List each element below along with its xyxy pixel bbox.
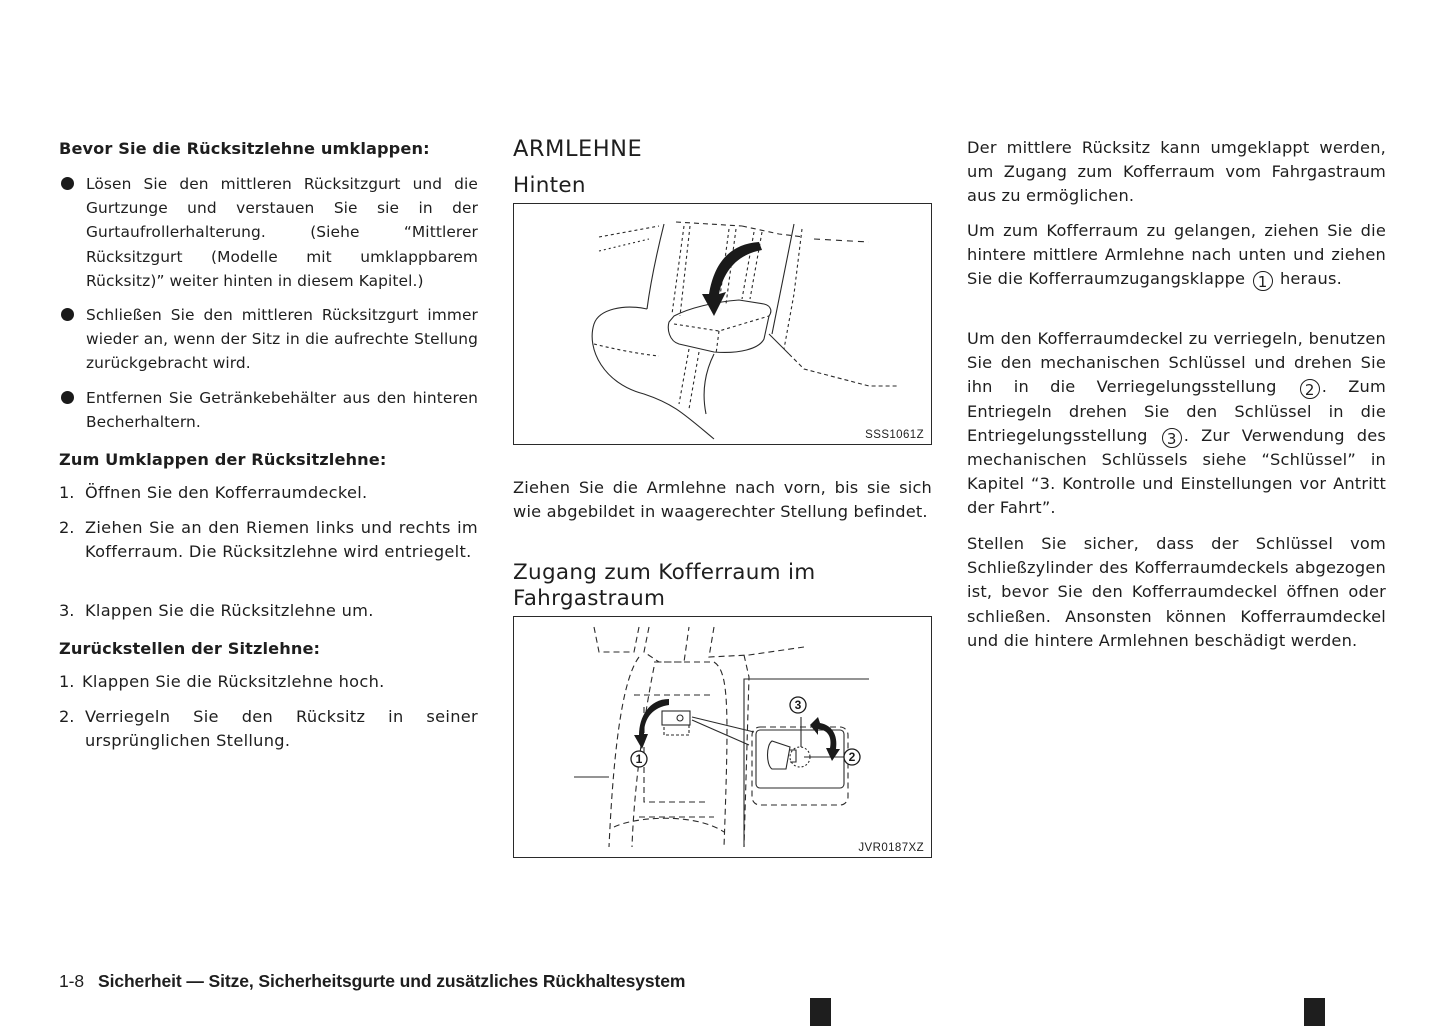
- figure-code: JVR0187XZ: [858, 842, 924, 854]
- paragraph-text: . Zur Verwendung des mechanischen Schlüssels siehe “Schlüssel” in Kapitel “3. Kontrolle und Einstellungen vor Antritt der Fahrt”.: [967, 425, 1386, 518]
- trunk-access-hatch-illustration-icon: [514, 617, 931, 857]
- paragraph-trunk-access: [967, 219, 1386, 292]
- subsection-title-trunk-access: Zugang zum Kofferraum im Fahrgastraum: [513, 560, 816, 611]
- paragraph-lock-instructions: [967, 327, 1386, 521]
- callout-ref-3: 3: [1162, 428, 1182, 448]
- step-number: 1.: [59, 483, 75, 502]
- step-text: Verriegeln Sie den Rücksitz in seiner ursprünglichen Stellung.: [85, 707, 478, 751]
- heading-fold-procedure: Zum Umklappen der Rücksitzlehne:: [59, 450, 387, 469]
- bullet-text: Lösen Sie den mittleren Rücksitzgurt und die Gurtzunge und verstauen Sie sie in der Gurtaufrollerhalterung. (Siehe “Mittlerer Rücksitzgurt (Modelle mit umklappbarem Rücksitz)” weiter hinten in diesem Kapitel.): [86, 175, 478, 290]
- svg-text:3: 3: [794, 698, 802, 712]
- callout-ref-1: 1: [1253, 271, 1273, 291]
- paragraph-intro: Der mittlere Rücksitz kann umgeklappt werden, um Zugang zum Kofferraum vom Fahrgastraum aus zu ermöglichen.: [967, 138, 1386, 206]
- bullet-icon: [61, 177, 74, 190]
- paragraph-text: Um den Kofferraumdeckel zu verriegeln, benutzen Sie den mechanischen Schlüssel und drehen Sie ihn in die Verriegelungsstellung: [967, 329, 1386, 397]
- bullet-text: Schließen Sie den mittleren Rücksitzgurt immer wieder an, wenn der Sitz in die aufrechte Stellung zurückgebracht wird.: [86, 306, 478, 373]
- figure-code: SSS1061Z: [865, 429, 924, 441]
- step-number: 1.: [59, 672, 75, 691]
- step-text: Öffnen Sie den Kofferraumdeckel.: [85, 483, 368, 502]
- heading-before-folding: Bevor Sie die Rücksitzlehne umklappen:: [59, 139, 430, 158]
- step-number: 3.: [59, 601, 75, 620]
- step-number: 2.: [59, 518, 75, 537]
- svg-text:2: 2: [848, 750, 856, 764]
- thumb-index-mark: [1304, 998, 1325, 1026]
- heading-return-procedure: Zurückstellen der Sitzlehne:: [59, 639, 321, 658]
- bullet-icon: [61, 308, 74, 321]
- step-text: Ziehen Sie an den Riemen links und rechts im Kofferraum. Die Rücksitzlehne wird entriegelt.: [85, 518, 478, 562]
- paragraph-key-warning: Stellen Sie sicher, dass der Schlüssel vom Schließzylinder des Kofferraumdeckels abgezogen ist, bevor Sie den Kofferraumdeckel öffnen oder schließen. Ansonsten können Kofferraumdeckel und die hintere Armlehnen beschädigt werden.: [967, 534, 1386, 650]
- page-footer: [59, 970, 685, 992]
- step-text: Klappen Sie die Rücksitzlehne hoch.: [82, 672, 385, 691]
- step-number: 2.: [59, 707, 75, 726]
- figure-trunk-access: [513, 616, 932, 858]
- figure-armrest: [513, 203, 932, 445]
- bullet-icon: [61, 391, 74, 404]
- armrest-fold-down-illustration-icon: [514, 204, 931, 444]
- paragraph-text: heraus.: [1279, 269, 1342, 289]
- thumb-index-mark: [810, 998, 831, 1026]
- bullet-text: Entfernen Sie Getränkebehälter aus den hinteren Becherhaltern.: [86, 389, 478, 432]
- armrest-instructions: Ziehen Sie die Armlehne nach vorn, bis sie sich wie abgebildet in waagerechter Stellung befindet.: [513, 478, 932, 522]
- svg-text:1: 1: [635, 752, 643, 766]
- callout-ref-2: 2: [1300, 379, 1320, 399]
- step-text: Klappen Sie die Rücksitzlehne um.: [85, 601, 374, 620]
- subsection-title-rear: Hinten: [513, 173, 586, 198]
- section-title: ARMLEHNE: [513, 136, 643, 162]
- page-number: 1-8: [59, 971, 84, 991]
- paragraph-text: Um zum Kofferraum zu gelangen, ziehen Sie die hintere mittlere Armlehne nach unten und ziehen Sie die Kofferraumzugangsklappe: [967, 221, 1386, 289]
- paragraph-text: . Zum Entriegeln drehen Sie den Schlüssel in die Entriegelungsstellung: [967, 377, 1386, 445]
- chapter-title: Sicherheit — Sitze, Sicherheitsgurte und zusätzliches Rückhaltesystem: [98, 971, 686, 991]
